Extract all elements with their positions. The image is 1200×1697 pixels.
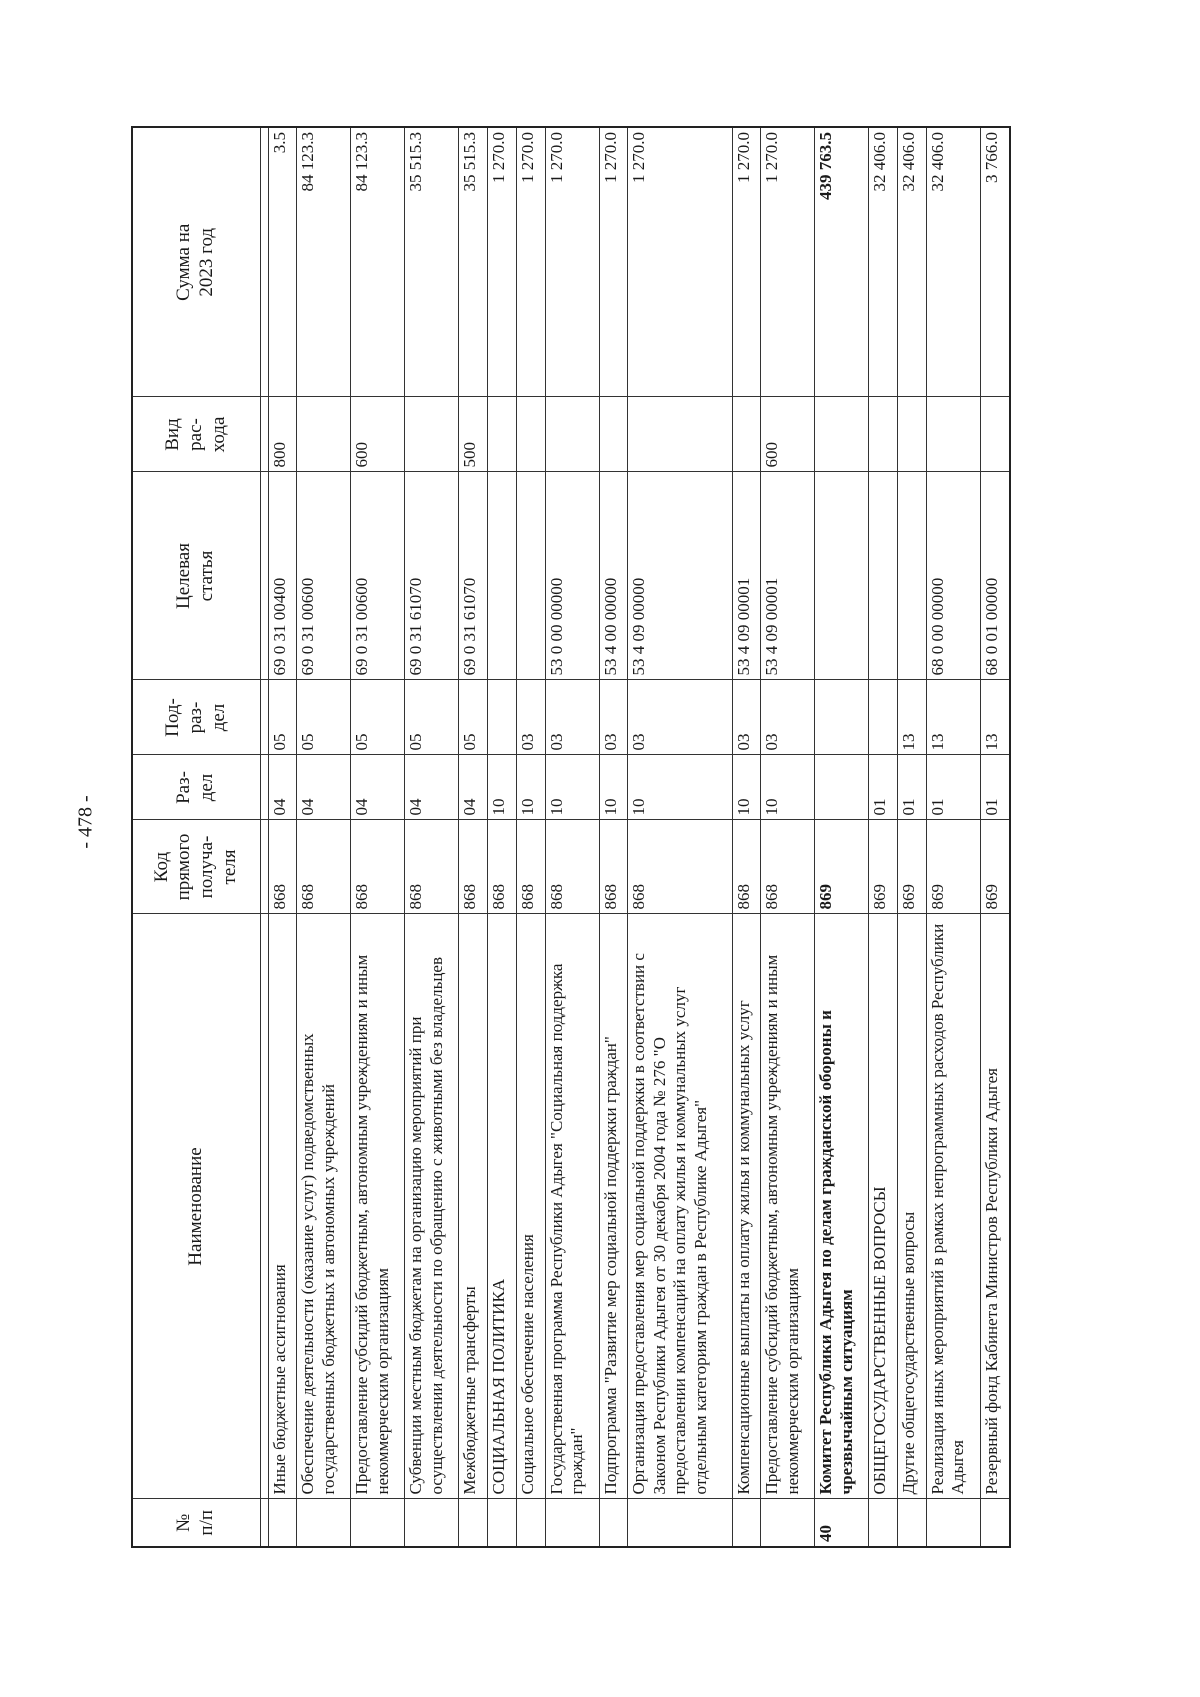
row-subsection: 13: [980, 680, 1010, 755]
row-target-article: 53 4 00 00000: [599, 472, 628, 680]
table-row: [815, 127, 869, 1547]
table-row: [869, 127, 898, 1547]
spacer-cell: [260, 914, 268, 1499]
row-sum: 1 270.0: [732, 127, 761, 397]
row-section: 10: [545, 755, 599, 820]
row-subsection: 05: [351, 680, 405, 755]
table-row: [405, 127, 459, 1547]
row-section: 10: [599, 755, 628, 820]
row-recipient-code: 869: [815, 820, 869, 914]
spacer-cell: [260, 680, 268, 755]
row-expense-kind: 800: [268, 397, 297, 472]
row-name: ОБЩЕГОСУДАРСТВЕННЫЕ ВОПРОСЫ: [869, 914, 898, 1499]
row-section: 01: [926, 755, 980, 820]
spacer-cell: [260, 1499, 268, 1547]
row-number: [599, 1499, 628, 1547]
row-subsection: 13: [926, 680, 980, 755]
table-row: [898, 127, 927, 1547]
row-subsection: 03: [732, 680, 761, 755]
row-target-article: [487, 472, 516, 680]
row-expense-kind: [545, 397, 599, 472]
spacer-cell: [260, 472, 268, 680]
header-section: Раз- дел: [132, 755, 260, 820]
row-expense-kind: [980, 397, 1010, 472]
row-number: [405, 1499, 459, 1547]
row-subsection: [815, 680, 869, 755]
row-expense-kind: [516, 397, 545, 472]
header-expense-kind: Вид рас- хода: [132, 397, 260, 472]
row-number: [761, 1499, 815, 1547]
row-sum: 1 270.0: [487, 127, 516, 397]
row-expense-kind: [405, 397, 459, 472]
header-recipient-code: Код прямого получа- теля: [132, 820, 260, 914]
table-row: [545, 127, 599, 1547]
header-target-article: Целевая статья: [132, 472, 260, 680]
row-target-article: 53 0 00 00000: [545, 472, 599, 680]
row-expense-kind: [599, 397, 628, 472]
row-expense-kind: [297, 397, 351, 472]
table-row: [268, 127, 297, 1547]
row-expense-kind: [926, 397, 980, 472]
row-name: Резервный фонд Кабинета Министров Республики Адыгея: [980, 914, 1010, 1499]
row-sum: 32 406.0: [869, 127, 898, 397]
table-row: [599, 127, 628, 1547]
row-section: 10: [516, 755, 545, 820]
row-target-article: [516, 472, 545, 680]
spacer-cell: [260, 820, 268, 914]
row-target-article: 69 0 31 61070: [459, 472, 488, 680]
row-target-article: 69 0 31 00600: [351, 472, 405, 680]
row-expense-kind: 600: [351, 397, 405, 472]
row-expense-kind: [732, 397, 761, 472]
table-row: [628, 127, 732, 1547]
row-name: Предоставление субсидий бюджетным, автономным учреждениям и иным некоммерческим организациям: [761, 914, 815, 1499]
row-sum: 84 123.3: [297, 127, 351, 397]
row-name: Компенсационные выплаты на оплату жилья и коммунальных услуг: [732, 914, 761, 1499]
row-number: [898, 1499, 927, 1547]
row-sum: 3.5: [268, 127, 297, 397]
row-target-article: 68 0 01 00000: [980, 472, 1010, 680]
row-name: Иные бюджетные ассигнования: [268, 914, 297, 1499]
row-sum: 35 515.3: [459, 127, 488, 397]
row-number: [459, 1499, 488, 1547]
row-recipient-code: 868: [459, 820, 488, 914]
row-target-article: 69 0 31 00600: [297, 472, 351, 680]
row-number: [351, 1499, 405, 1547]
table-body: [268, 127, 1010, 1547]
row-recipient-code: 868: [268, 820, 297, 914]
row-expense-kind: 600: [761, 397, 815, 472]
row-sum: 1 270.0: [761, 127, 815, 397]
row-number: [268, 1499, 297, 1547]
row-section: 01: [869, 755, 898, 820]
table-row: [732, 127, 761, 1547]
row-sum: 1 270.0: [516, 127, 545, 397]
row-sum: 1 270.0: [628, 127, 732, 397]
row-subsection: [487, 680, 516, 755]
row-subsection: 03: [761, 680, 815, 755]
row-number: [545, 1499, 599, 1547]
row-name: Обеспечение деятельности (оказание услуг) подведомственных государственных бюджетных и автономных учреждений: [297, 914, 351, 1499]
row-subsection: 03: [516, 680, 545, 755]
row-expense-kind: [898, 397, 927, 472]
row-subsection: 05: [459, 680, 488, 755]
row-recipient-code: 868: [732, 820, 761, 914]
row-name: Межбюджетные трансферты: [459, 914, 488, 1499]
row-name: Комитет Республики Адыгея по делам гражданской обороны и чрезвычайным ситуациям: [815, 914, 869, 1499]
row-section: 01: [980, 755, 1010, 820]
row-sum: 35 515.3: [405, 127, 459, 397]
table-row: [487, 127, 516, 1547]
table-row: [516, 127, 545, 1547]
row-section: 04: [351, 755, 405, 820]
row-recipient-code: 868: [297, 820, 351, 914]
header-name: Наименование: [132, 914, 260, 1499]
row-recipient-code: 869: [980, 820, 1010, 914]
row-section: 04: [268, 755, 297, 820]
row-subsection: 05: [405, 680, 459, 755]
row-recipient-code: 869: [869, 820, 898, 914]
row-section: 10: [487, 755, 516, 820]
row-number: [926, 1499, 980, 1547]
row-section: 01: [898, 755, 927, 820]
row-expense-kind: [869, 397, 898, 472]
row-recipient-code: 868: [628, 820, 732, 914]
row-name: Организация предоставления мер социальной поддержки в соответствии с Законом Республики Адыгея от 30 декабря 2004 года № 276 "О предоставлении компенсаций на оплату жилья и коммунальных услуг отдельным категориям граждан в Республике Адыгея": [628, 914, 732, 1499]
row-subsection: 03: [599, 680, 628, 755]
page-number: - 478 -: [74, 795, 97, 849]
row-recipient-code: 868: [599, 820, 628, 914]
row-name: Субвенции местным бюджетам на организацию мероприятий при осуществлении деятельности по обращению с животными без владельцев: [405, 914, 459, 1499]
row-subsection: 13: [898, 680, 927, 755]
row-target-article: 53 4 09 00001: [761, 472, 815, 680]
row-name: Реализация иных мероприятий в рамках непрограммных расходов Республики Адыгея: [926, 914, 980, 1499]
table-row: [980, 127, 1010, 1547]
table-row: [351, 127, 405, 1547]
row-target-article: 69 0 31 61070: [405, 472, 459, 680]
row-subsection: [869, 680, 898, 755]
row-number: [628, 1499, 732, 1547]
row-section: 04: [405, 755, 459, 820]
header-sum-2023: Сумма на 2023 год: [132, 127, 260, 397]
row-number: [732, 1499, 761, 1547]
row-target-article: 69 0 31 00400: [268, 472, 297, 680]
table-row: [459, 127, 488, 1547]
row-section: 04: [297, 755, 351, 820]
row-recipient-code: 868: [351, 820, 405, 914]
row-target-article: [815, 472, 869, 680]
row-name: Другие общегосударственные вопросы: [898, 914, 927, 1499]
row-number: [487, 1499, 516, 1547]
row-section: [815, 755, 869, 820]
row-subsection: 05: [297, 680, 351, 755]
row-recipient-code: 869: [898, 820, 927, 914]
row-name: Социальное обеспечение населения: [516, 914, 545, 1499]
row-recipient-code: 868: [516, 820, 545, 914]
row-recipient-code: 868: [761, 820, 815, 914]
row-section: 10: [628, 755, 732, 820]
row-name: СОЦИАЛЬНАЯ ПОЛИТИКА: [487, 914, 516, 1499]
row-number: [516, 1499, 545, 1547]
row-section: 04: [459, 755, 488, 820]
row-expense-kind: [628, 397, 732, 472]
row-section: 10: [761, 755, 815, 820]
row-recipient-code: 868: [405, 820, 459, 914]
header-num: № п/п: [132, 1499, 260, 1547]
row-subsection: 03: [628, 680, 732, 755]
row-name: Подпрограмма "Развитие мер социальной поддержки граждан": [599, 914, 628, 1499]
row-sum: 3 766.0: [980, 127, 1010, 397]
row-sum: 439 763.5: [815, 127, 869, 397]
table-row: [297, 127, 351, 1547]
row-recipient-code: 868: [545, 820, 599, 914]
rotated-table-container: [131, 128, 1011, 1548]
row-subsection: 05: [268, 680, 297, 755]
row-sum: 84 123.3: [351, 127, 405, 397]
row-target-article: [869, 472, 898, 680]
row-sum: 32 406.0: [898, 127, 927, 397]
row-target-article: 53 4 09 00000: [628, 472, 732, 680]
header-subsection: Под- раз- дел: [132, 680, 260, 755]
row-target-article: 53 4 09 00001: [732, 472, 761, 680]
row-sum: 1 270.0: [599, 127, 628, 397]
row-target-article: [898, 472, 927, 680]
row-number: [980, 1499, 1010, 1547]
row-section: 10: [732, 755, 761, 820]
spacer-row: [260, 127, 268, 1547]
header-row: [132, 127, 260, 1547]
row-number: [869, 1499, 898, 1547]
spacer-cell: [260, 127, 268, 397]
table-row: [926, 127, 980, 1547]
row-name: Государственная программа Республики Адыгея "Социальная поддержка граждан": [545, 914, 599, 1499]
row-sum: 1 270.0: [545, 127, 599, 397]
row-expense-kind: 500: [459, 397, 488, 472]
row-number: [297, 1499, 351, 1547]
row-subsection: 03: [545, 680, 599, 755]
spacer-cell: [260, 397, 268, 472]
row-target-article: 68 0 00 00000: [926, 472, 980, 680]
row-recipient-code: 868: [487, 820, 516, 914]
table-row: [761, 127, 815, 1547]
row-expense-kind: [487, 397, 516, 472]
row-sum: 32 406.0: [926, 127, 980, 397]
budget-table: [131, 126, 1011, 1548]
row-name: Предоставление субсидий бюджетным, автономным учреждениям и иным некоммерческим организациям: [351, 914, 405, 1499]
row-recipient-code: 869: [926, 820, 980, 914]
spacer-cell: [260, 755, 268, 820]
row-number: 40: [815, 1499, 869, 1547]
row-expense-kind: [815, 397, 869, 472]
